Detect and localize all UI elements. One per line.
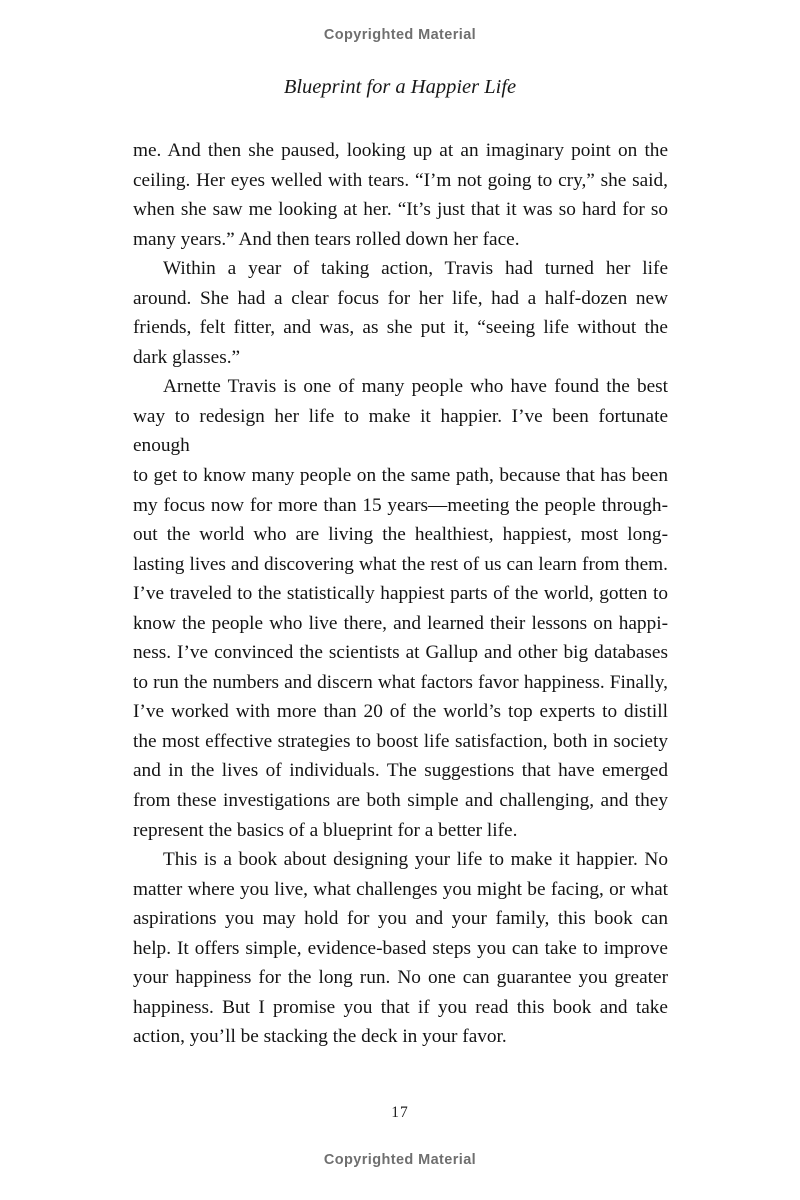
text-line: help. It offers simple, evidence-based steps you can take to improve <box>133 937 668 959</box>
text-line: from these investigations are both simple and challenging, and they <box>133 790 668 812</box>
text-line: my focus now for more than 15 years—meeting the people through- <box>133 494 668 516</box>
text-line: around. She had a clear focus for her life, had a half-dozen new <box>133 287 668 309</box>
text-line: the most effective strategies to boost life satisfaction, both in society <box>133 730 668 752</box>
text-line: aspirations you may hold for you and your family, this book can <box>133 908 668 930</box>
paragraph <box>133 372 668 845</box>
paragraph <box>133 254 668 372</box>
text-line: dark glasses.” <box>133 346 241 368</box>
text-line: friends, felt fitter, and was, as she put it, “seeing life without the <box>133 317 668 339</box>
text-line: and in the lives of individuals. The suggestions that have emerged <box>133 760 668 782</box>
text-line: know the people who live there, and learned their lessons on happi- <box>133 612 668 634</box>
paragraph <box>133 845 668 1052</box>
text-line: way to redesign her life to make it happier. I’ve been fortunate enough <box>133 405 668 457</box>
text-line: This is a book about designing your life to make it happier. No <box>163 849 668 871</box>
text-line: matter where you live, what challenges you might be facing, or what <box>133 878 668 900</box>
text-line: many years.” And then tears rolled down her face. <box>133 228 520 250</box>
text-line: out the world who are living the healthiest, happiest, most long- <box>133 524 668 546</box>
text-line: action, you’ll be stacking the deck in your favor. <box>133 1026 507 1048</box>
text-line: I’ve worked with more than 20 of the world’s top experts to distill <box>133 701 668 723</box>
text-line: Within a year of taking action, Travis had turned her life <box>163 258 668 280</box>
running-head-title: Blueprint for a Happier Life <box>283 76 517 98</box>
text-line: ness. I’ve convinced the scientists at Gallup and other big databases <box>133 642 668 664</box>
page-number: 17 <box>391 1104 409 1121</box>
text-line: when she saw me looking at her. “It’s just that it was so hard for so <box>133 199 668 221</box>
paragraph <box>133 136 668 254</box>
text-line: lasting lives and discovering what the rest of us can learn from them. <box>133 553 668 575</box>
text-line: me. And then she paused, looking up at an imaginary point on the <box>133 140 668 161</box>
text-line: Arnette Travis is one of many people who have found the best <box>163 376 668 398</box>
text-line: to get to know many people on the same path, because that has been <box>133 465 668 487</box>
copyright-notice-bottom: Copyrighted Material <box>323 1152 477 1168</box>
copyright-notice-top: Copyrighted Material <box>323 27 477 43</box>
body-text <box>133 136 668 1052</box>
text-line: happiness. But I promise you that if you read this book and take <box>133 996 668 1018</box>
text-line: represent the basics of a blueprint for a better life. <box>133 819 518 841</box>
text-line: ceiling. Her eyes welled with tears. “I’m not going to cry,” she said, <box>133 169 668 191</box>
text-line: your happiness for the long run. No one can guarantee you greater <box>133 967 668 989</box>
text-line: I’ve traveled to the statistically happiest parts of the world, gotten to <box>133 583 668 605</box>
text-line: to run the numbers and discern what factors favor happiness. Finally, <box>133 671 668 693</box>
